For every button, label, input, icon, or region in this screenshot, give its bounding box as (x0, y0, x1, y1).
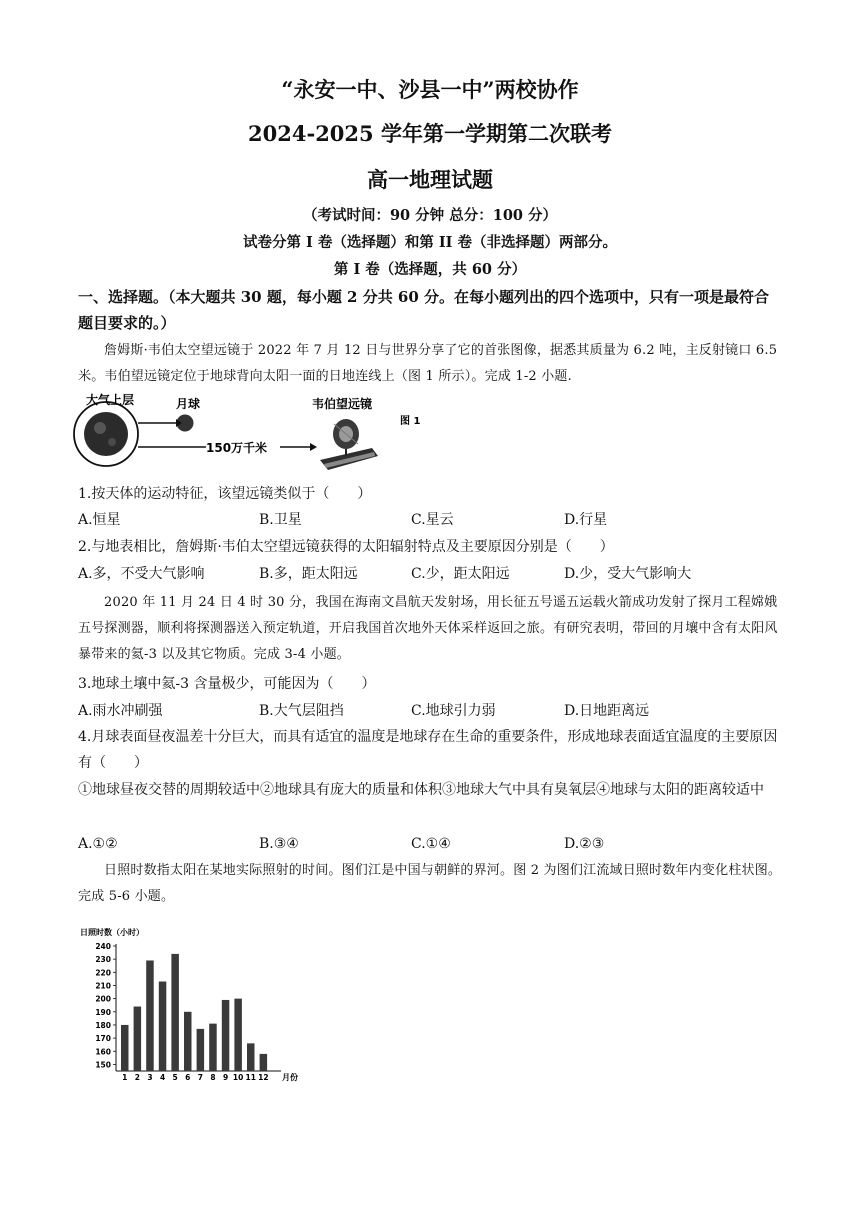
y-tick-label: 190 (95, 1007, 111, 1017)
bar-month-12 (260, 1054, 268, 1071)
x-tick-label: 9 (222, 1073, 229, 1082)
chart-y-axis-label: 日照时数（小时） (80, 928, 144, 937)
x-tick-label: 4 (159, 1073, 166, 1082)
y-tick-label: 210 (95, 981, 111, 991)
question-3-option-b[interactable]: B.大气层阻挡 (259, 703, 344, 719)
x-tick-label: 7 (197, 1073, 203, 1082)
telescope-label: 韦伯望远镜 (312, 397, 373, 411)
question-1-option-a[interactable]: A.恒星 (78, 512, 121, 528)
earth-icon (84, 412, 128, 456)
bar-month-8 (209, 1024, 217, 1071)
distance-label: 150万千米 (206, 441, 268, 455)
question-2-options (78, 561, 784, 587)
atmosphere-label: 大气上层 (86, 393, 135, 407)
question-4-option-b[interactable]: B.③④ (259, 836, 299, 852)
material-2-text: 2020 年 11 月 24 日 4 时 30 分，我国在海南文昌航天发射场，用长征五号遥五运载火箭成功发射了探月工程嫦娥五号探测器，顺利将探测器送入预定轨道，开启我国首次地外天体采样返回之旅。有研究表明，带回的月壤中含有太阳风暴带来的氦-3 以及其它物质。完成 3-4 小题。 (78, 595, 778, 662)
bar-month-9 (222, 1000, 230, 1071)
x-tick-label: 10 (232, 1073, 244, 1082)
x-tick-label: 12 (258, 1073, 269, 1082)
x-tick-label: 5 (172, 1073, 178, 1082)
x-tick-label: 6 (185, 1073, 191, 1082)
bar-month-1 (121, 1025, 129, 1071)
question-4-stem: 4.月球表面昼夜温差十分巨大，而具有适宜的温度是地球存在生命的重要条件，形成地球表面适宜温度的主要原因有（ ） (78, 729, 778, 771)
material-3-text: 日照时数指太阳在某地实际照射的时间。图们江是中国与朝鲜的界河。图 2 为图们江流域日照时数年内变化柱状图。完成 5-6 小题。 (78, 863, 782, 904)
question-3-options (78, 698, 784, 724)
question-2-option-a[interactable]: A.多，不受大气影响 (78, 566, 205, 582)
question-1-option-b[interactable]: B.卫星 (259, 512, 302, 528)
material-1-text: 詹姆斯·韦伯太空望远镜于 2022 年 7 月 12 日与世界分享了它的首张图像，据悉其质量为 6.2 吨，主反射镜口 6.5 米。韦伯望远镜定位于地球背向太阳一面的日地连线上（图 1 所示）。完成 1-2 小题. (78, 343, 778, 384)
chart-x-axis-label: 月份 (282, 1073, 298, 1082)
title-term: 2024-2025 学年第一学期第二次联考 (248, 121, 612, 146)
exam-info: （考试时间：90 分钟 总分：100 分） (302, 207, 558, 224)
y-tick-label: 200 (95, 994, 111, 1004)
question-1-options (78, 507, 784, 533)
bar-month-4 (159, 982, 167, 1071)
question-2-stem: 2.与地表相比，詹姆斯·韦伯太空望远镜获得的太阳辐射特点及主要原因分别是（ ） (78, 539, 614, 555)
sunshine-hours-chart (76, 924, 306, 1084)
question-3-option-c[interactable]: C.地球引力弱 (411, 703, 496, 719)
question-4-option-c[interactable]: C.①④ (411, 836, 451, 852)
x-tick-label: 2 (134, 1073, 140, 1082)
question-1-option-d[interactable]: D.行星 (564, 512, 608, 528)
y-tick-label: 160 (95, 1047, 111, 1057)
title-schools: “永安一中、沙县一中”两校协作 (281, 77, 579, 102)
y-tick-label: 180 (95, 1020, 111, 1030)
x-tick-label: 8 (210, 1073, 216, 1082)
y-tick-label: 220 (95, 968, 111, 978)
y-tick-label: 230 (95, 955, 111, 965)
moon-label: 月球 (176, 397, 201, 411)
telescope-icon (320, 419, 378, 470)
bar-month-2 (134, 1007, 142, 1071)
question-4-options (78, 831, 784, 857)
question-1-option-c[interactable]: C.星云 (411, 512, 454, 528)
section-instructions: 一、选择题。（本大题共 30 题，每小题 2 分共 60 分。在每小题列出的四个选项中，只有一项是最符合题目要求的。） (78, 288, 770, 332)
question-3-option-a[interactable]: A.雨水冲刷强 (78, 703, 163, 719)
y-tick-label: 170 (95, 1034, 111, 1044)
question-2-option-b[interactable]: B.多，距太阳远 (259, 566, 358, 582)
figure-1 (72, 390, 432, 472)
x-tick-label: 1 (122, 1073, 128, 1082)
question-3-option-d[interactable]: D.日地距离远 (564, 703, 650, 719)
y-tick-label: 150 (95, 1060, 111, 1070)
bar-month-11 (247, 1043, 255, 1071)
y-tick-label: 240 (95, 942, 111, 951)
question-4-statements: ①地球昼夜交替的周期较适中②地球具有庞大的质量和体积③地球大气中具有臭氧层④地球与太阳的距离较适中 (78, 782, 764, 798)
bar-month-5 (171, 954, 179, 1071)
bar-month-6 (184, 1012, 192, 1071)
bar-month-7 (197, 1029, 205, 1071)
question-4-option-d[interactable]: D.②③ (564, 836, 605, 852)
question-2-option-d[interactable]: D.少，受大气影响大 (564, 566, 692, 582)
bar-month-10 (234, 999, 242, 1071)
part1-title: 第 I 卷（选择题，共 60 分） (333, 261, 527, 278)
bar-month-3 (146, 960, 154, 1071)
question-1-stem: 1.按天体的运动特征，该望远镜类似于（ ） (78, 486, 372, 502)
figure-1-caption: 图 1 (400, 416, 421, 427)
x-tick-label: 11 (245, 1073, 256, 1082)
question-4-option-a[interactable]: A.①② (78, 836, 118, 852)
question-2-option-c[interactable]: C.少，距太阳远 (411, 566, 510, 582)
question-3-stem: 3.地球土壤中氦-3 含量极少，可能因为（ ） (78, 676, 376, 692)
paper-structure: 试卷分第 I 卷（选择题）和第 II 卷（非选择题）两部分。 (242, 234, 618, 251)
title-subject: 高一地理试题 (367, 167, 493, 192)
x-tick-label: 3 (147, 1073, 153, 1082)
